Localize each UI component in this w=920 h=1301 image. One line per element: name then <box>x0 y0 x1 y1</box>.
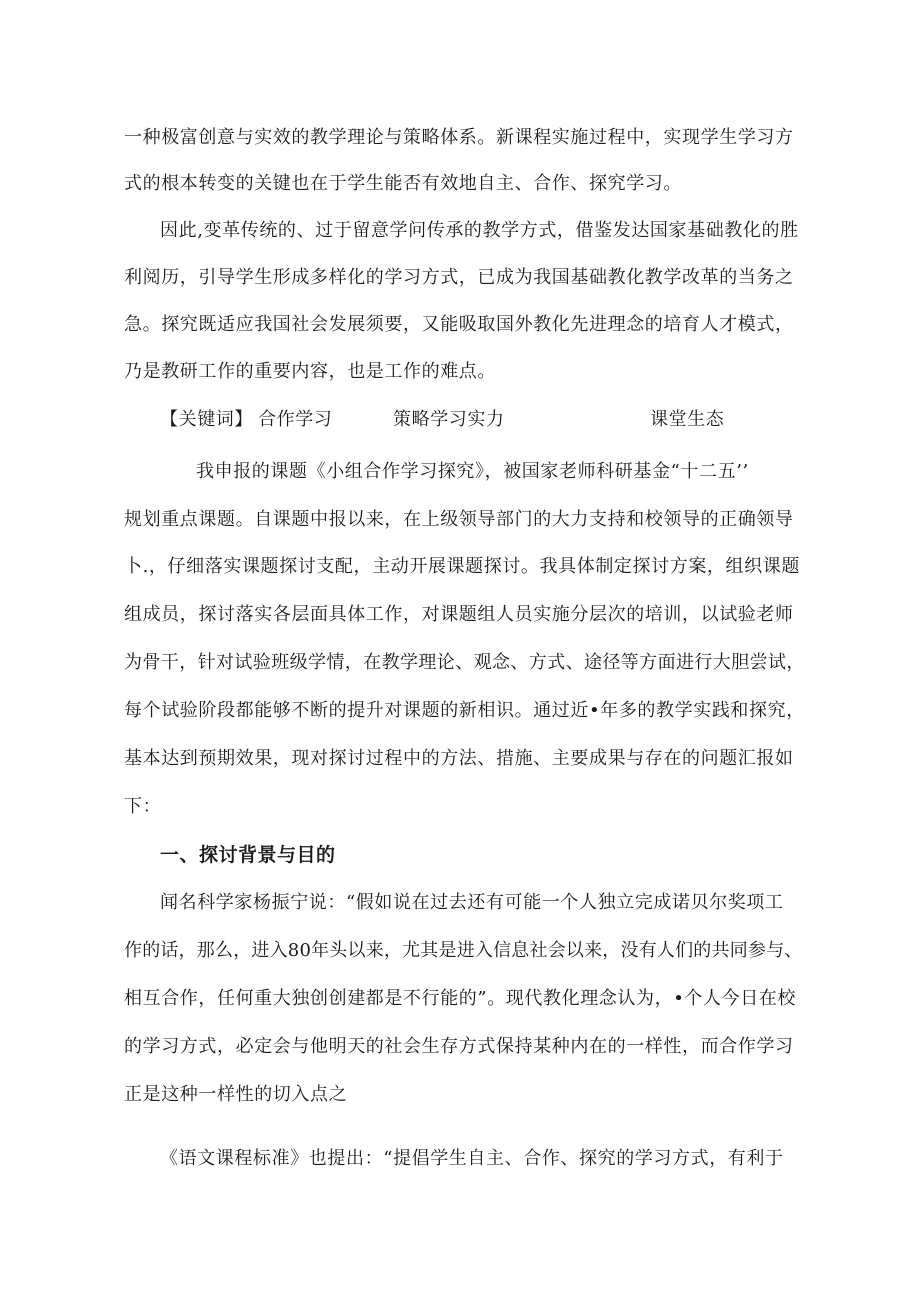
paragraph-2-line-3: 急。探究既适应我国社会发展须要，又能吸取国外教化先进理念的培育人才模式， <box>124 314 794 335</box>
section-1-line-4: 的学习方式，必定会与他明天的社会生存方式保持某种内在的一样性，而合作学习 <box>124 1036 794 1057</box>
section-1-line-2: 作的话，那么，进入80年头以来，尤其是进入信息社会以来，没有人们的共同参与、 <box>124 940 803 961</box>
section-1-heading: 一、探讨背景与目的 <box>160 844 336 866</box>
keyword-item-1: 合作学习 <box>258 409 333 430</box>
section-1-line-1: 闻名科学家杨振宁说：“假如说在过去还有可能一个人独立完成诺贝尔奖项工 <box>160 892 784 913</box>
paragraph-3-line-7: 基本达到预期效果，现对探讨过程中的方法、措施、主要成果与存在的问题汇报如 <box>124 748 794 769</box>
paragraph-3-line-5: 为骨干，针对试验班级学情，在教学理论、观念、方式、途径等方面进行大胆尝试， <box>124 652 805 673</box>
paragraph-3-line-2: 规划重点课题。自课题中报以来，在上级领导部门的大力支持和校领导的正确领导 <box>124 509 794 530</box>
section-1-line-3: 相互合作，任何重大独创创建都是不行能的”。现代教化理念认为，•个人今日在校 <box>124 988 797 1009</box>
paragraph-2-line-1: 因此,变革传统的、过于留意学问传承的教学方式，借鉴发达国家基础教化的胜 <box>160 220 799 241</box>
paragraph-2-line-4: 乃是教研工作的重要内容，也是工作的难点。 <box>124 361 496 382</box>
keywords-row <box>0 408 920 432</box>
paragraph-1-line-2: 式的根本转变的关键也在于学生能否有效地自主、合作、探究学习。 <box>124 173 682 194</box>
paragraph-2-line-2: 利阅历，引导学生形成多样化的学习方式，已成为我国基础教化教学改革的当务之 <box>124 267 794 288</box>
keyword-item-3: 课堂生态 <box>650 409 725 430</box>
paragraph-3-line-6: 每个试验阶段都能够不断的提升对课题的新相识。通过近•年多的教学实践和探究， <box>124 700 805 721</box>
section-1-line-5: 正是这种一样性的切入点之 <box>124 1084 348 1105</box>
paragraph-5-line-1: 《语文课程标准》也提出：“提倡学生自主、合作、探究的学习方式，有利于 <box>160 1148 784 1169</box>
paragraph-1-line-1: 一种极富创意与实效的教学理论与策略体系。新课程实施过程中，实现学生学习方 <box>124 127 794 148</box>
paragraph-3-line-4: 组成员，探讨落实各层面具体工作，对课题组人员实施分层次的培训，以试验老师 <box>124 604 794 625</box>
paragraph-3-line-1: 我申报的课题《小组合作学习探究》，被国家老师科研基金“十二五’’ <box>196 461 749 482</box>
keywords-label: 【关键词】 <box>160 409 253 430</box>
keyword-item-2: 策略学习实力 <box>393 409 505 430</box>
paragraph-3-line-8: 下： <box>124 796 162 817</box>
paragraph-3-line-3: 卜.，仔细落实课题探讨支配，主动开展课题探讨。我具体制定探讨方案，组织课题 <box>124 556 800 577</box>
